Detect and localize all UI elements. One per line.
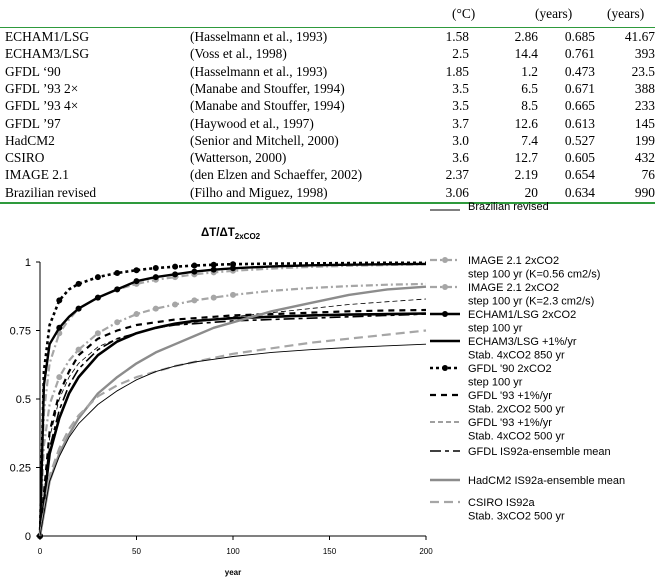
series-marker-1 bbox=[95, 330, 101, 336]
unit-label: (years) bbox=[607, 6, 645, 21]
table-rule-bottom bbox=[0, 202, 655, 204]
series-line-5 bbox=[40, 310, 426, 536]
table-row bbox=[0, 98, 655, 117]
series-marker-1 bbox=[191, 297, 197, 303]
value-cell: 393 bbox=[634, 46, 655, 62]
reference-cell: (Filho and Miguez, 1998) bbox=[190, 184, 328, 200]
unit-label: (°C) bbox=[452, 6, 476, 21]
legend-label: Stab. 3xCO2 500 yr bbox=[468, 510, 565, 523]
x-tick-label: 100 bbox=[226, 547, 240, 556]
series-line-9 bbox=[40, 331, 426, 537]
value-cell: 0.671 bbox=[564, 80, 595, 96]
table-rule-top bbox=[0, 27, 655, 28]
value-cell: 0.613 bbox=[564, 115, 595, 131]
value-cell: 388 bbox=[634, 80, 655, 96]
reference-cell: (Manabe and Stouffer, 1994) bbox=[190, 98, 345, 114]
value-cell: 0.665 bbox=[564, 98, 595, 114]
reference-cell: (den Elzen and Schaeffer, 2002) bbox=[190, 167, 363, 183]
series-marker-2 bbox=[134, 278, 140, 284]
chart-title bbox=[201, 227, 261, 241]
series-marker-4 bbox=[134, 267, 140, 273]
chart-title-subscript: 2xCO2 bbox=[234, 232, 261, 241]
series-marker-1 bbox=[76, 347, 82, 353]
x-tick-label: 50 bbox=[132, 547, 141, 556]
y-tick-label: 0.25 bbox=[9, 462, 31, 475]
reference-cell: (Senior and Mitchell, 2000) bbox=[190, 132, 339, 148]
chart-title-main: ΔT/ΔT bbox=[201, 227, 235, 239]
series-marker-2 bbox=[76, 306, 82, 312]
legend-label: GFDL IS92a-ensemble mean bbox=[468, 446, 611, 458]
legend-label: Stab. 2xCO2 500 yr bbox=[468, 403, 565, 416]
legend-marker-0 bbox=[442, 257, 448, 263]
value-cell: 14.4 bbox=[514, 46, 538, 62]
value-cell: 6.5 bbox=[521, 80, 538, 96]
legend-label: step 100 yr (K=0.56 cm2/s) bbox=[468, 268, 601, 281]
series-line-8 bbox=[40, 287, 426, 536]
y-tick-label: 0.5 bbox=[15, 394, 31, 406]
y-tick-label: 1 bbox=[24, 257, 31, 269]
legend-marker-4 bbox=[442, 365, 448, 371]
reference-cell: (Watterson, 2000) bbox=[190, 150, 287, 166]
series-marker-4 bbox=[211, 262, 217, 268]
chart bbox=[0, 201, 655, 577]
value-cell: 7.4 bbox=[521, 132, 538, 148]
value-cell: 3.0 bbox=[452, 132, 469, 148]
legend-label: Stab. 4xCO2 850 yr bbox=[468, 349, 565, 362]
x-tick-label: 150 bbox=[322, 547, 337, 556]
value-cell: 432 bbox=[634, 150, 655, 166]
legend-label: Brazilian revised bbox=[468, 201, 549, 213]
legend-label: HadCM2 IS92a-ensemble mean bbox=[468, 475, 626, 487]
value-cell: 0.685 bbox=[564, 29, 595, 44]
model-parameter-table bbox=[0, 0, 655, 208]
chart-svg bbox=[0, 201, 655, 577]
value-cell: 3.06 bbox=[445, 184, 469, 200]
series-marker-1 bbox=[114, 319, 120, 325]
series-marker-4 bbox=[153, 265, 159, 271]
series-marker-2 bbox=[191, 269, 197, 275]
value-cell: 2.86 bbox=[514, 29, 538, 44]
value-cell: 233 bbox=[634, 98, 655, 114]
legend-label: Stab. 4xCO2 500 yr bbox=[468, 430, 565, 443]
value-cell: 0.761 bbox=[564, 46, 595, 62]
legend-label: GFDL '90 2xCO2 bbox=[468, 363, 552, 375]
value-cell: 2.37 bbox=[445, 167, 469, 183]
value-cell: 1.85 bbox=[445, 63, 469, 79]
legend-label: GFDL '93 +1%/yr bbox=[468, 390, 552, 402]
value-cell: 3.5 bbox=[452, 80, 469, 96]
legend-label: IMAGE 2.1 2xCO2 bbox=[468, 255, 560, 267]
reference-cell: (Haywood et al., 1997) bbox=[190, 115, 314, 131]
value-cell: 3.7 bbox=[452, 115, 469, 131]
legend-label: ECHAM3/LSG +1%/yr bbox=[468, 336, 577, 348]
table-row bbox=[0, 167, 655, 186]
series-marker-4 bbox=[95, 274, 101, 280]
table-row bbox=[0, 185, 655, 204]
value-cell: 1.58 bbox=[445, 29, 469, 44]
series-marker-1 bbox=[153, 306, 159, 312]
x-tick-label: 200 bbox=[419, 547, 433, 556]
series-marker-4 bbox=[76, 281, 82, 287]
value-cell: 76 bbox=[641, 167, 655, 183]
series-marker-4 bbox=[172, 264, 178, 270]
model-name-cell: ECHAM1/LSG bbox=[5, 29, 90, 44]
legend-label: step 100 yr (K=2.3 cm2/s) bbox=[468, 295, 595, 308]
value-cell: 20 bbox=[524, 184, 538, 200]
value-cell: 23.5 bbox=[631, 63, 655, 79]
model-name-cell: GFDL ‘90 bbox=[5, 63, 61, 79]
legend-marker-2 bbox=[442, 311, 448, 317]
value-cell: 12.7 bbox=[514, 150, 538, 166]
value-cell: 0.634 bbox=[564, 184, 595, 200]
reference-cell: (Hasselmann et al., 1993) bbox=[190, 63, 328, 79]
series-marker-4 bbox=[56, 297, 62, 303]
value-cell: 41.67 bbox=[624, 29, 655, 44]
value-cell: 12.6 bbox=[514, 115, 538, 131]
legend-label: GFDL '93 +1%/yr bbox=[468, 417, 552, 429]
table-row bbox=[0, 29, 655, 48]
value-cell: 0.527 bbox=[564, 132, 595, 148]
y-tick-label: 0 bbox=[24, 531, 31, 543]
series-marker-2 bbox=[95, 295, 101, 301]
legend-marker-1 bbox=[442, 284, 448, 290]
value-cell: 145 bbox=[634, 115, 655, 131]
series-marker-4 bbox=[191, 263, 197, 269]
model-name-cell: ECHAM3/LSG bbox=[5, 46, 90, 62]
model-name-cell: CSIRO bbox=[5, 150, 45, 166]
series-marker-2 bbox=[172, 271, 178, 277]
series-line-2 bbox=[40, 264, 426, 536]
series-marker-2 bbox=[153, 274, 159, 280]
table-row bbox=[0, 150, 655, 169]
value-cell: 990 bbox=[634, 184, 655, 200]
legend-label: step 100 yr bbox=[468, 376, 523, 389]
value-cell: 0.654 bbox=[564, 167, 595, 183]
model-name-cell: HadCM2 bbox=[5, 132, 55, 148]
series-marker-2 bbox=[114, 286, 120, 292]
value-cell: 199 bbox=[634, 132, 655, 148]
series-marker-1 bbox=[230, 292, 236, 298]
legend-label: IMAGE 2.1 2xCO2 bbox=[468, 282, 560, 294]
model-name-cell: IMAGE 2.1 bbox=[5, 167, 69, 183]
y-tick-label: 0.75 bbox=[9, 325, 31, 338]
value-cell: 2.5 bbox=[452, 46, 469, 62]
value-cell: 1.2 bbox=[521, 63, 538, 79]
model-name-cell: Brazilian revised bbox=[5, 184, 97, 200]
series-marker-4 bbox=[114, 270, 120, 276]
model-name-cell: GFDL ’93 4× bbox=[5, 98, 79, 114]
table-row bbox=[0, 64, 655, 83]
legend-label: ECHAM1/LSG 2xCO2 bbox=[468, 309, 577, 321]
series-marker-2 bbox=[56, 325, 62, 331]
table-row bbox=[0, 116, 655, 135]
legend-label: CSIRO IS92a bbox=[468, 497, 535, 509]
series-marker-1 bbox=[56, 374, 62, 380]
x-tick-label: 0 bbox=[37, 547, 43, 556]
series-line-10 bbox=[40, 344, 426, 536]
series-marker-4 bbox=[230, 261, 236, 267]
value-cell: 2.19 bbox=[514, 167, 538, 183]
series-line-0 bbox=[40, 264, 426, 536]
value-cell: 0.605 bbox=[564, 150, 595, 166]
reference-cell: (Voss et al., 1998) bbox=[190, 46, 287, 62]
value-cell: 3.5 bbox=[452, 98, 469, 114]
reference-cell: (Hasselmann et al., 1993) bbox=[190, 29, 328, 44]
series-marker-1 bbox=[211, 295, 217, 301]
series-marker-1 bbox=[172, 301, 178, 307]
value-cell: 0.473 bbox=[564, 63, 595, 79]
table-row bbox=[0, 133, 655, 152]
unit-label: (years) bbox=[535, 6, 573, 21]
reference-cell: (Manabe and Stouffer, 1994) bbox=[190, 80, 345, 96]
value-cell: 3.6 bbox=[452, 150, 469, 166]
series-marker-1 bbox=[134, 311, 140, 317]
value-cell: 8.5 bbox=[521, 98, 538, 114]
x-axis-label: year bbox=[224, 568, 242, 577]
model-name-cell: GFDL ’93 2× bbox=[5, 80, 79, 96]
legend-label: step 100 yr bbox=[468, 322, 523, 335]
units-header-row bbox=[0, 0, 655, 28]
series-line-4 bbox=[40, 263, 426, 536]
model-name-cell: GFDL ’97 bbox=[5, 115, 61, 131]
table-row bbox=[0, 46, 655, 65]
table-row bbox=[0, 81, 655, 100]
